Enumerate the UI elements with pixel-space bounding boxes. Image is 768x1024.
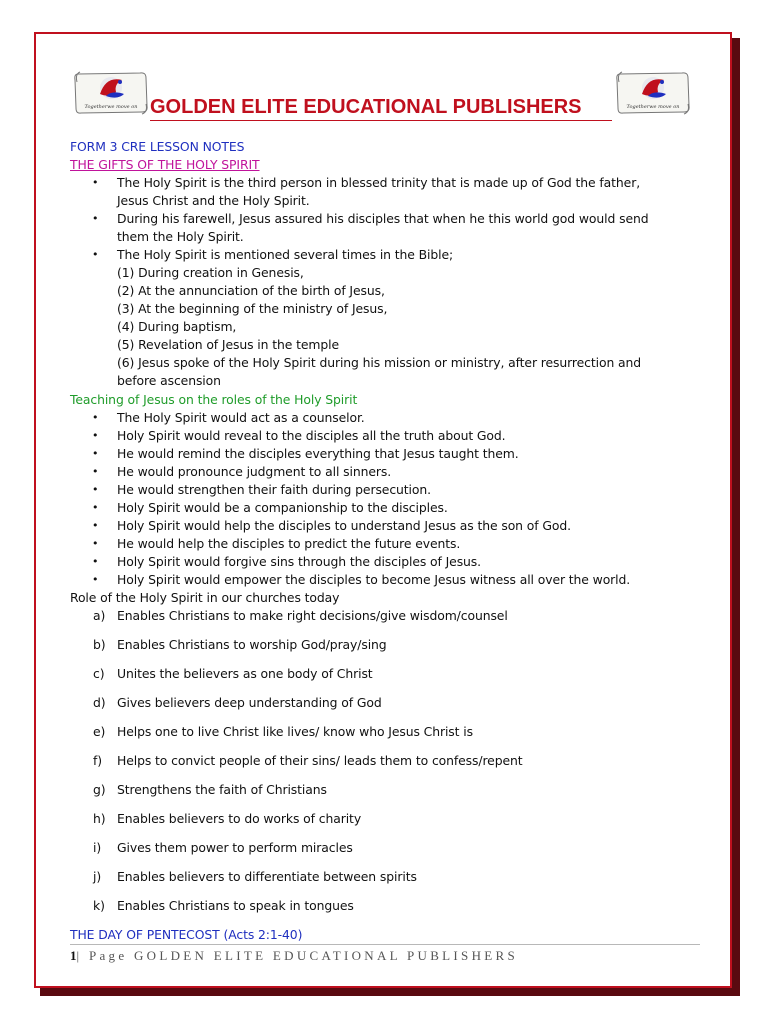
logo-caption-right: Togetherwe move on	[626, 104, 680, 110]
gifts-line: (1) During creation in Genesis,	[117, 265, 304, 280]
role-item-text: Enables Christians to speak in tongues	[117, 898, 354, 913]
gifts-line: (2) At the annunciation of the birth of Jesus,	[117, 283, 385, 298]
gifts-line: (6) Jesus spoke of the Holy Spirit during his mission or ministry, after resurrection and	[117, 355, 642, 370]
gifts-line: The Holy Spirit is the third person in blessed trinity that is made up of God the father,	[117, 175, 641, 190]
bullet: •	[92, 465, 99, 478]
role-item-text: Enables believers to do works of charity	[117, 811, 362, 826]
teaching-item: Holy Spirit would reveal to the disciples all the truth about God.	[117, 428, 506, 443]
bullet: •	[92, 483, 99, 496]
footer-rule	[70, 944, 700, 945]
bullet: •	[92, 537, 99, 550]
bullet: •	[92, 248, 99, 261]
bullet: •	[92, 429, 99, 442]
gifts-line: During his farewell, Jesus assured his disciples that when he this world god would send	[117, 211, 649, 226]
footer-text: | Page GOLDEN ELITE EDUCATIONAL PUBLISHERS	[76, 948, 518, 963]
teaching-item: Holy Spirit would empower the disciples to become Jesus witness all over the world.	[117, 572, 631, 587]
role-item-label: e)	[93, 724, 106, 739]
gifts-line: Jesus Christ and the Holy Spirit.	[117, 193, 310, 208]
gifts-line: (3) At the beginning of the ministry of Jesus,	[117, 301, 388, 316]
teaching-item: He would remind the disciples everything that Jesus taught them.	[117, 446, 519, 461]
logo-caption-left: Togetherwe move on	[84, 104, 138, 110]
bullet: •	[92, 411, 99, 424]
role-item-label: b)	[93, 637, 106, 652]
role-item-label: d)	[93, 695, 106, 710]
role-item-text: Helps one to live Christ like lives/ know who Jesus Christ is	[117, 724, 473, 739]
teaching-item: He would help the disciples to predict the future events.	[117, 536, 461, 551]
role-item-text: Enables believers to differentiate between spirits	[117, 869, 417, 884]
gifts-line: before ascension	[117, 373, 221, 388]
publisher-logo-left	[72, 68, 150, 118]
gifts-line: them the Holy Spirit.	[117, 229, 244, 244]
teaching-item: Holy Spirit would be a companionship to the disciples.	[117, 500, 448, 515]
bullet: •	[92, 176, 99, 189]
role-item-label: c)	[93, 666, 105, 681]
teaching-item: The Holy Spirit would act as a counselor.	[117, 410, 365, 425]
role-item-text: Gives them power to perform miracles	[117, 840, 353, 855]
role-item-text: Helps to convict people of their sins/ leads them to confess/repent	[117, 753, 523, 768]
teaching-item: He would pronounce judgment to all sinners.	[117, 464, 392, 479]
role-item-text: Unites the believers as one body of Christ	[117, 666, 373, 681]
section-heading-pentecost: THE DAY OF PENTECOST (Acts 2:1-40)	[70, 927, 303, 942]
bullet: •	[92, 447, 99, 460]
role-item-label: i)	[93, 840, 102, 855]
bullet: •	[92, 519, 99, 532]
role-item-text: Gives believers deep understanding of God	[117, 695, 382, 710]
bullet: •	[92, 212, 99, 225]
role-item-label: j)	[93, 869, 102, 884]
bullet: •	[92, 555, 99, 568]
bullet: •	[92, 573, 99, 586]
section-heading-gifts: THE GIFTS OF THE HOLY SPIRIT	[70, 157, 260, 172]
role-item-label: h)	[93, 811, 106, 826]
publisher-logo-right	[614, 68, 692, 118]
role-item-label: g)	[93, 782, 106, 797]
bullet: •	[92, 501, 99, 514]
section-heading-teaching: Teaching of Jesus on the roles of the Holy Spirit	[70, 392, 358, 407]
page-number: 1	[70, 948, 77, 963]
publisher-title: GOLDEN ELITE EDUCATIONAL PUBLISHERS	[150, 96, 582, 118]
page-footer	[70, 948, 518, 964]
role-item-label: f)	[93, 753, 102, 768]
role-item-text: Enables Christians to make right decisions/give wisdom/counsel	[117, 608, 508, 623]
teaching-item: He would strengthen their faith during persecution.	[117, 482, 431, 497]
teaching-item: Holy Spirit would help the disciples to understand Jesus as the son of God.	[117, 518, 571, 533]
gifts-line: The Holy Spirit is mentioned several times in the Bible;	[117, 247, 454, 262]
gifts-line: (4) During baptism,	[117, 319, 237, 334]
role-item-label: a)	[93, 608, 106, 623]
role-item-label: k)	[93, 898, 105, 913]
role-item-text: Strengthens the faith of Christians	[117, 782, 327, 797]
form-title: FORM 3 CRE LESSON NOTES	[70, 139, 245, 154]
title-underline	[150, 120, 612, 121]
section-heading-role: Role of the Holy Spirit in our churches today	[70, 590, 340, 605]
teaching-item: Holy Spirit would forgive sins through the disciples of Jesus.	[117, 554, 482, 569]
gifts-line: (5) Revelation of Jesus in the temple	[117, 337, 339, 352]
role-item-text: Enables Christians to worship God/pray/sing	[117, 637, 387, 652]
